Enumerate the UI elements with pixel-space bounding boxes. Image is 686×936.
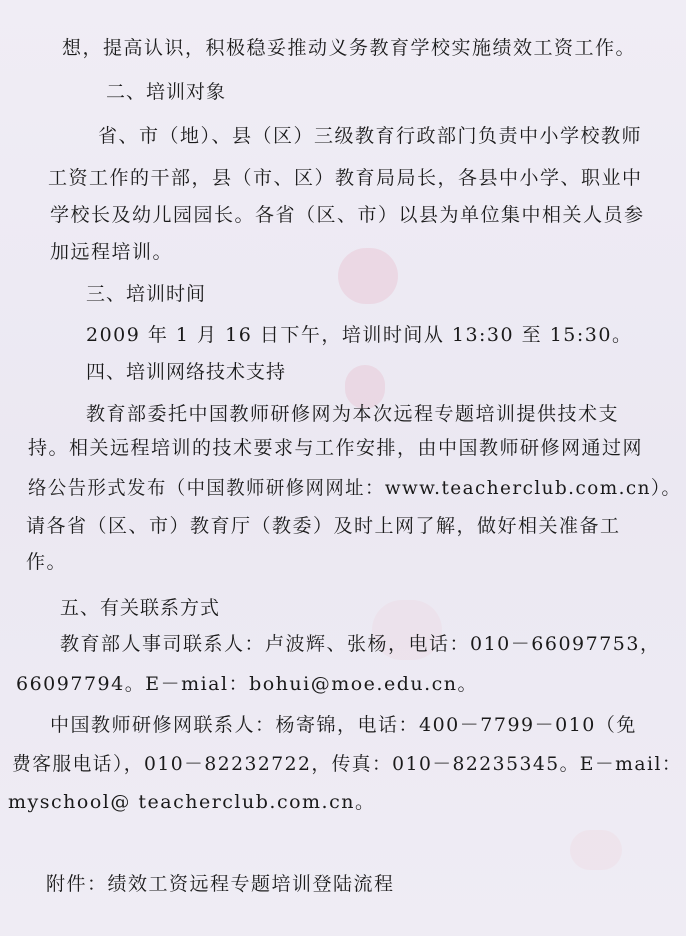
section-heading-contacts: 五、有关联系方式 (60, 597, 221, 619)
paragraph-line: 工资工作的干部，县（市、区）教育局局长，各县中小学、职业中 (48, 167, 643, 189)
seal-mark (570, 830, 622, 870)
paragraph-line: 络公告形式发布（中国教师研修网网址：www.teacherclub.com.cn）。 (28, 477, 682, 499)
paragraph-line: 省、市（地）、县（区）三级教育行政部门负责中小学校教师 (98, 125, 643, 147)
paragraph-line: 请各省（区、市）教育厅（教委）及时上网了解，做好相关准备工 (26, 515, 621, 537)
paragraph-line: 加远程培训。 (50, 241, 174, 263)
paragraph-line: 持。相关远程培训的技术要求与工作安排，由中国教师研修网通过网 (28, 437, 644, 459)
paragraph-line: 中国教师研修网联系人：杨寄锦，电话：400－7799－010（免 (50, 714, 637, 736)
paragraph-line: 学校长及幼儿园园长。各省（区、市）以县为单位集中相关人员参 (50, 204, 645, 226)
paragraph-line: 作。 (26, 551, 68, 573)
section-heading-time: 三、培训时间 (86, 283, 207, 305)
paragraph-line: 教育部委托中国教师研修网为本次远程专题培训提供技术支 (86, 403, 620, 425)
attachment-line: 附件：绩效工资远程专题培训登陆流程 (46, 873, 395, 895)
paragraph-line: 费客服电话），010－82232722，传真：010－82235345。E－mail： (12, 753, 683, 775)
paragraph-line: 想，提高认识，积极稳妥推动义务教育学校实施绩效工资工作。 (62, 37, 637, 59)
paragraph-line: 66097794。E－mial：bohui@moe.edu.cn。 (16, 673, 479, 695)
paragraph-line: myschool@ teacherclub.com.cn。 (8, 791, 376, 813)
section-heading-trainees: 二、培训对象 (106, 81, 227, 103)
paragraph-line: 教育部人事司联系人：卢波辉、张杨，电话：010－66097753， (60, 633, 661, 655)
paragraph-line: 2009 年 1 月 16 日下午，培训时间从 13:30 至 15:30。 (86, 324, 633, 346)
seal-mark (338, 248, 398, 304)
section-heading-tech-support: 四、培训网络技术支持 (86, 361, 287, 383)
